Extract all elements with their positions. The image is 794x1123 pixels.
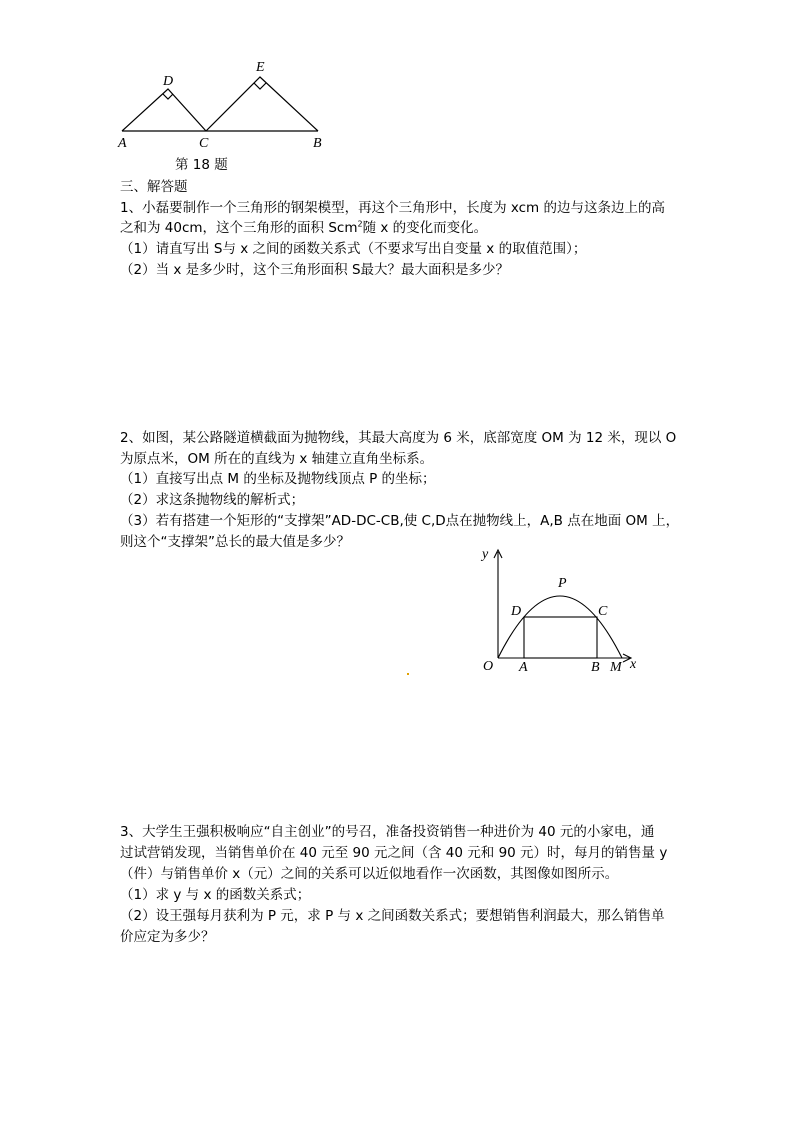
graph-label-x: x <box>630 657 637 672</box>
figure-18-triangles <box>110 50 340 155</box>
graph-label-B: B <box>591 660 600 675</box>
graph-label-A: A <box>519 660 528 675</box>
triangle-ceb <box>206 77 318 131</box>
label-D: D <box>163 74 174 89</box>
section-heading: 三、解答题 <box>120 179 188 195</box>
parabola-graph <box>470 540 650 680</box>
label-E: E <box>256 60 265 75</box>
graph-label-y: y <box>482 547 489 562</box>
problem2-q2: （2）求这条抛物线的解析式； <box>120 492 305 508</box>
support-frame <box>524 617 597 658</box>
problem3-line2: 过试营销发现，当销售单价在 40 元至 90 元之间（含 40 元和 90 元）时，每月的销售量 y <box>120 845 668 861</box>
problem2-q3: （3）若有搭建一个矩形的“支撑架”AD-DC-CB,使 C,D点在抛物线上，A,B 点在地面 OM 上， <box>120 513 680 529</box>
problem2-line2: 为原点米，OM 所在的直线为 x 轴建立直角坐标系。 <box>120 451 434 467</box>
problem1-line2-sup: 2 <box>357 219 363 229</box>
figure-caption: 第 18 题 <box>175 157 228 173</box>
stray-dot <box>407 673 409 675</box>
problem3-q1: （1）求 y 与 x 的函数关系式； <box>120 887 311 903</box>
problem3-q2: （2）设王强每月获利为 P 元，求 P 与 x 之间函数关系式；要想销售利润最大，那么销售单 <box>120 908 665 924</box>
problem1-line1: 1、小磊要制作一个三角形的钢架模型，再这个三角形中，长度为 xcm 的边与这条边上的高 <box>120 200 665 216</box>
problem2-q3b: 则这个“支撑架”总长的最大值是多少？ <box>120 534 350 550</box>
problem2-line1: 2、如图，某公路隧道横截面为抛物线，其最大高度为 6 米，底部宽度 OM 为 12 米，现以 O <box>120 430 677 446</box>
right-angle-d <box>163 94 173 99</box>
graph-label-D: D <box>511 604 522 619</box>
problem3-line3: （件）与销售单价 x（元）之间的关系可以近似地看作一次函数，其图像如图所示。 <box>120 866 619 882</box>
graph-label-P: P <box>558 576 567 591</box>
problem2-q1: （1）直接写出点 M 的坐标及抛物线顶点 P 的坐标； <box>120 471 436 487</box>
label-B: B <box>313 136 322 151</box>
graph-label-O: O <box>483 659 494 674</box>
problem1-line2-post: 随 x 的变化而变化。 <box>362 220 488 236</box>
right-angle-e <box>254 83 266 89</box>
label-A: A <box>118 136 127 151</box>
problem1-q1: （1）请直写出 S与 x 之间的函数关系式（不要求写出自变量 x 的取值范围）； <box>120 241 587 257</box>
graph-label-M: M <box>610 660 622 675</box>
problem3-q2b: 价应定为多少？ <box>120 929 215 945</box>
problem1-line2 <box>120 219 487 237</box>
problem1-line2-pre: 之和为 40cm，这个三角形的面积 Scm <box>120 220 358 236</box>
graph-label-C: C <box>598 604 608 619</box>
problem3-line1: 3、大学生王强积极响应“自主创业”的号召，准备投资销售一种进价为 40 元的小家电，通 <box>120 824 655 840</box>
problem1-q2: （2）当 x 是多少时，这个三角形面积 S最大？最大面积是多少？ <box>120 262 510 278</box>
label-C: C <box>199 136 209 151</box>
